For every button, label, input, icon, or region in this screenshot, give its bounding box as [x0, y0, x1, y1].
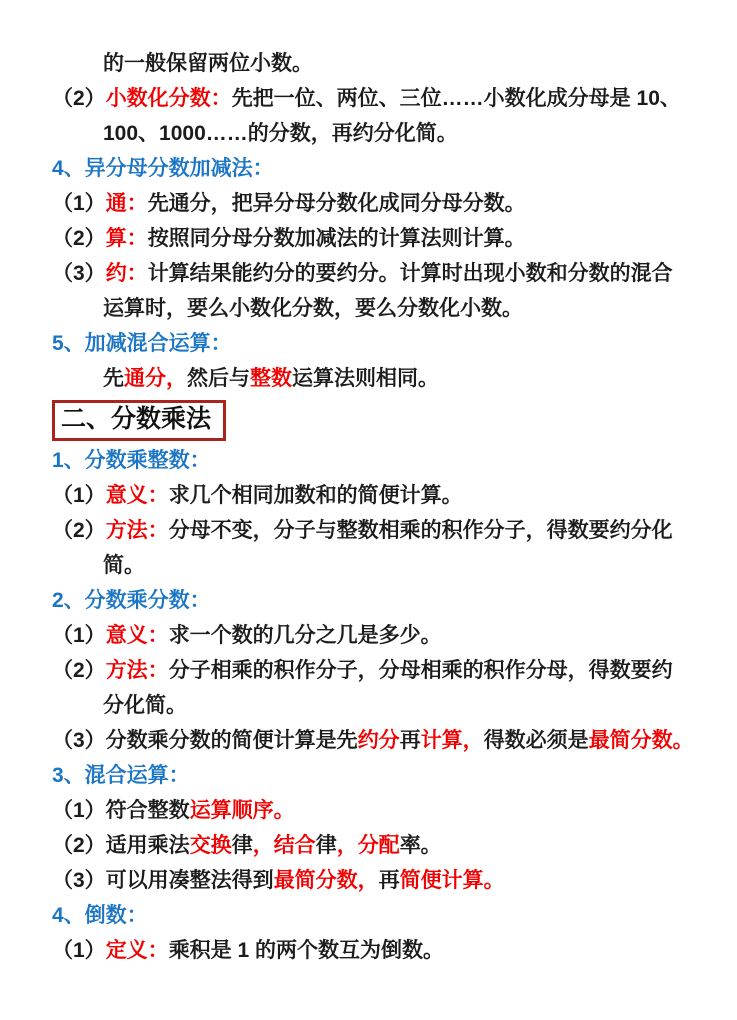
- text-segment: （2）: [52, 519, 106, 542]
- text-line: [52, 933, 707, 968]
- text-segment: 4、异分母分数加减法：: [52, 157, 274, 180]
- subsection-heading: [52, 443, 707, 478]
- highlighted-term: 意义：: [105, 484, 169, 507]
- highlighted-term: 算：: [105, 227, 148, 250]
- text-line: [52, 256, 707, 291]
- highlighted-term: 最简分数，: [273, 869, 379, 892]
- text-segment: 1、分数乘整数：: [52, 449, 211, 472]
- text-segment: 先通分，把异分母分数化成同分母分数。: [147, 192, 526, 215]
- highlighted-term: 约：: [105, 262, 148, 285]
- highlighted-term: 交换: [189, 834, 232, 857]
- text-segment: 率。: [399, 834, 442, 857]
- highlighted-term: 方法：: [105, 659, 169, 682]
- section-title-box: 二、分数乘法: [52, 400, 226, 441]
- text-segment: 律: [231, 834, 253, 857]
- highlighted-term: 意义：: [105, 624, 169, 647]
- subsection-heading: [52, 151, 707, 186]
- text-line: [52, 81, 707, 116]
- text-segment: 计算结果能约分的要约分。计算时出现小数和分数的混合: [147, 262, 673, 285]
- text-segment: 再: [378, 869, 400, 892]
- text-segment: （3）可以用凑整法得到: [52, 869, 274, 892]
- text-segment: 5、加减混合运算：: [52, 332, 232, 355]
- text-segment: 先: [103, 367, 124, 390]
- text-segment: 然后与: [187, 367, 250, 390]
- highlighted-term: ，: [252, 834, 274, 857]
- subsection-heading: [52, 898, 707, 933]
- text-line: [52, 548, 707, 583]
- text-segment: （2）: [52, 659, 106, 682]
- text-segment: （1）: [52, 939, 106, 962]
- text-segment: 分子相乘的积作分子，分母相乘的积作分母，得数要约: [168, 659, 673, 682]
- text-line: [52, 46, 707, 81]
- text-segment: （3）分数乘分数的简便计算是先: [52, 729, 358, 752]
- highlighted-term: 计算，: [420, 729, 484, 752]
- highlighted-term: 运算顺序。: [189, 799, 295, 822]
- text-segment: 3、混合运算：: [52, 764, 190, 787]
- subsection-heading: [52, 326, 707, 361]
- highlighted-term: 通分，: [124, 367, 187, 390]
- text-line: [52, 478, 707, 513]
- subsection-heading: [52, 758, 707, 793]
- text-segment: 按照同分母分数加减法的计算法则计算。: [147, 227, 526, 250]
- text-segment: 求一个数的几分之几是多少。: [168, 624, 442, 647]
- text-line: [52, 688, 707, 723]
- section-title-line: [52, 397, 707, 443]
- text-segment: 乘积是 1 的两个数互为倒数。: [168, 939, 445, 962]
- highlighted-term: 约分: [357, 729, 400, 752]
- text-segment: 求几个相同加数和的简便计算。: [168, 484, 463, 507]
- text-segment: 律: [315, 834, 337, 857]
- text-segment: 的一般保留两位小数。: [103, 52, 313, 75]
- highlighted-term: 简便计算。: [399, 869, 505, 892]
- highlighted-term: 分配: [357, 834, 400, 857]
- highlighted-term: 小数化分数：: [105, 87, 232, 110]
- text-line: [52, 513, 707, 548]
- text-segment: （1）: [52, 624, 106, 647]
- text-line: [52, 793, 707, 828]
- text-segment: 100、1000……的分数，再约分化简。: [103, 122, 458, 145]
- text-segment: 2、分数乘分数：: [52, 589, 211, 612]
- highlighted-term: 定义：: [105, 939, 169, 962]
- text-segment: （1）符合整数: [52, 799, 190, 822]
- text-segment: 4、倒数：: [52, 904, 148, 927]
- text-line: [52, 618, 707, 653]
- text-line: [52, 221, 707, 256]
- text-segment: （2）: [52, 87, 106, 110]
- highlighted-term: 最简分数。: [588, 729, 694, 752]
- text-line: [52, 186, 707, 221]
- document-body: [52, 46, 707, 968]
- text-line: [52, 828, 707, 863]
- highlighted-term: 结合: [273, 834, 316, 857]
- highlighted-term: 整数: [250, 367, 292, 390]
- text-segment: （1）: [52, 484, 106, 507]
- text-segment: 运算时，要么小数化分数，要么分数化小数。: [103, 297, 523, 320]
- text-line: [52, 291, 707, 326]
- text-segment: 分化简。: [103, 694, 187, 717]
- text-segment: 先把一位、两位、三位……小数化成分母是 10、: [231, 87, 681, 110]
- text-segment: 分母不变，分子与整数相乘的积作分子，得数要约分化: [168, 519, 673, 542]
- text-segment: 再: [399, 729, 421, 752]
- text-segment: 运算法则相同。: [292, 367, 439, 390]
- text-line: [52, 361, 707, 396]
- highlighted-term: 方法：: [105, 519, 169, 542]
- text-line: [52, 653, 707, 688]
- text-line: [52, 723, 707, 758]
- text-segment: （2）: [52, 227, 106, 250]
- text-segment: （3）: [52, 262, 106, 285]
- text-segment: （2）适用乘法: [52, 834, 190, 857]
- subsection-heading: [52, 583, 707, 618]
- text-segment: 简。: [103, 554, 145, 577]
- text-segment: 得数必须是: [483, 729, 589, 752]
- text-line: [52, 863, 707, 898]
- text-segment: （1）: [52, 192, 106, 215]
- highlighted-term: ，: [336, 834, 358, 857]
- text-line: [52, 116, 707, 151]
- highlighted-term: 通：: [105, 192, 148, 215]
